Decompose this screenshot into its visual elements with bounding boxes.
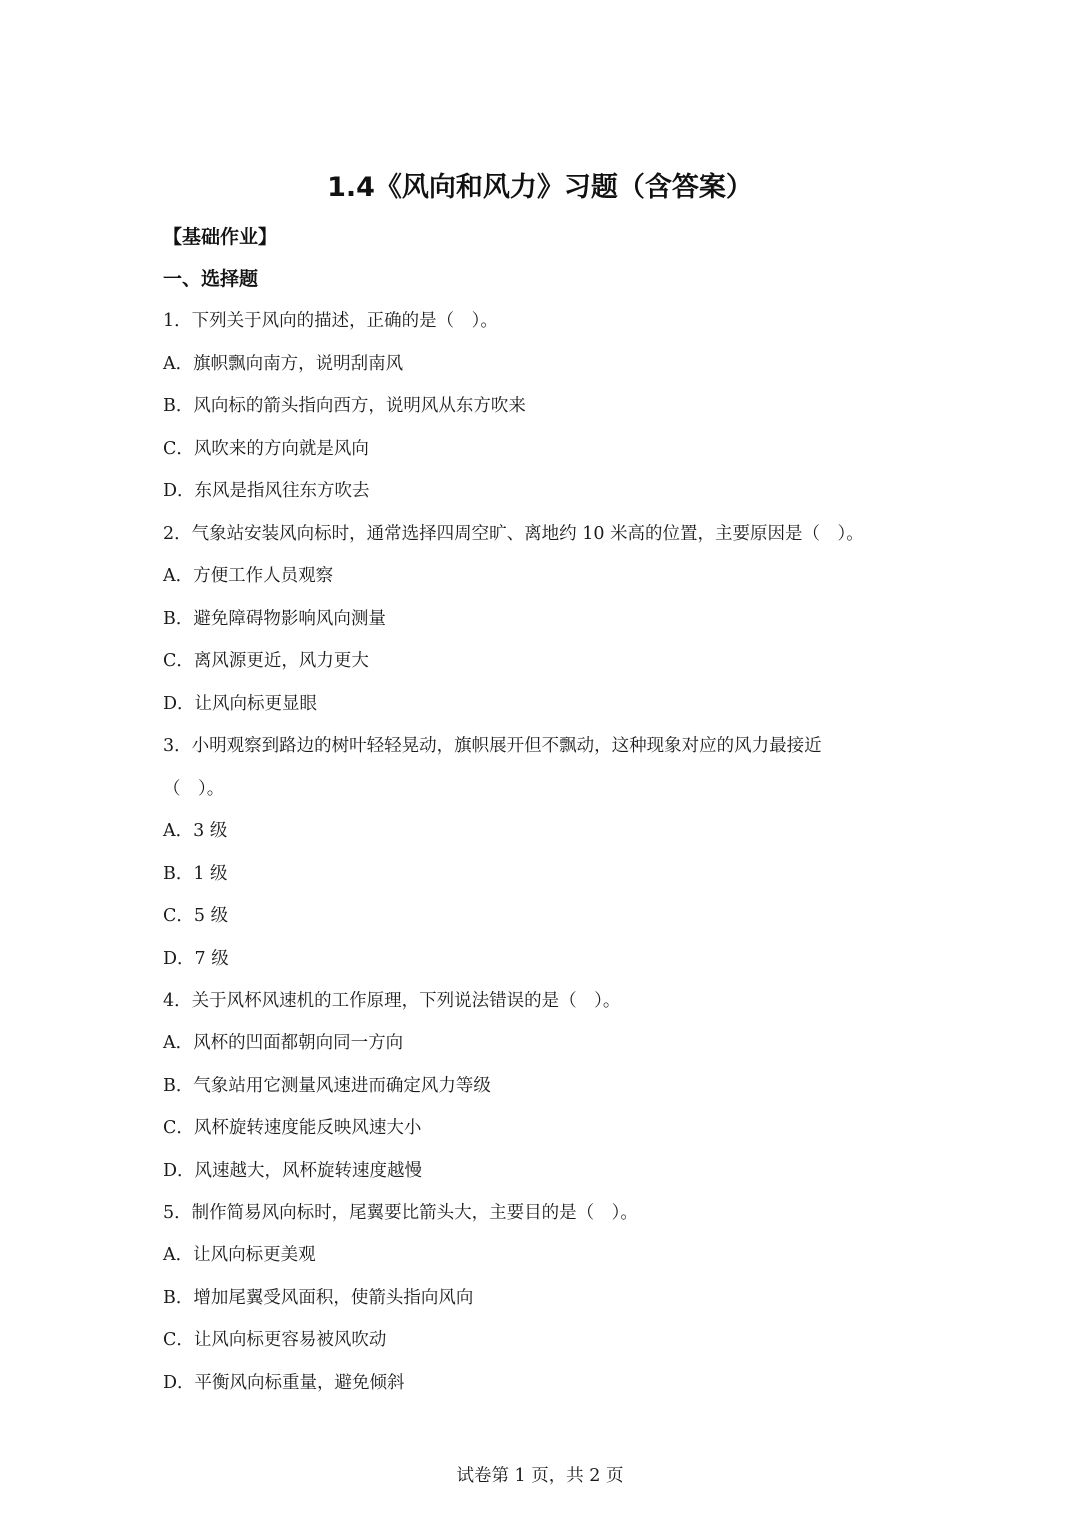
question-3-option-b: B．1 级 (163, 864, 228, 884)
question-5-stem: 5．制作简易风向标时，尾翼要比箭头大，主要目的是（ ）。 (163, 1203, 638, 1223)
question-4-option-a: A．风杯的凹面都朝向同一方向 (163, 1033, 404, 1053)
question-2-option-d: D．让风向标更显眼 (163, 694, 318, 714)
question-5-option-d: D．平衡风向标重量，避免倾斜 (163, 1373, 405, 1393)
document-title: 1.4《风向和风力》习题（含答案） (327, 172, 753, 203)
question-3-stem: 3．小明观察到路边的树叶轻轻晃动，旗帜展开但不飘动，这种现象对应的风力最接近 (163, 736, 822, 756)
question-2-option-a: A．方便工作人员观察 (163, 566, 334, 586)
question-2-option-b: B．避免障碍物影响风向测量 (163, 609, 386, 629)
question-3-option-d: D．7 级 (163, 949, 229, 969)
question-1-option-b: B．风向标的箭头指向西方，说明风从东方吹来 (163, 396, 526, 416)
question-5-option-a: A．让风向标更美观 (163, 1245, 316, 1265)
question-2-stem: 2．气象站安装风向标时，通常选择四周空旷、离地约 10 米高的位置，主要原因是（ ）。 (163, 524, 864, 544)
page-footer: 试卷第 1 页，共 2 页 (456, 1466, 624, 1486)
question-1-option-c: C．风吹来的方向就是风向 (163, 439, 369, 459)
question-5-option-b: B．增加尾翼受风面积，使箭头指向风向 (163, 1288, 474, 1308)
question-3-stem-continued: （ ）。 (163, 779, 225, 799)
question-1-stem: 1．下列关于风向的描述，正确的是（ ）。 (163, 311, 498, 331)
question-4-option-b: B．气象站用它测量风速进而确定风力等级 (163, 1076, 491, 1096)
subsection-label: 一、选择题 (163, 268, 259, 290)
question-5-option-c: C．让风向标更容易被风吹动 (163, 1330, 387, 1350)
section-label: 【基础作业】 (163, 226, 278, 248)
question-2-option-c: C．离风源更近，风力更大 (163, 651, 369, 671)
question-3-option-c: C．5 级 (163, 906, 229, 926)
question-4-option-d: D．风速越大，风杯旋转速度越慢 (163, 1161, 423, 1181)
question-4-option-c: C．风杯旋转速度能反映风速大小 (163, 1118, 422, 1138)
question-3-option-a: A．3 级 (163, 821, 228, 841)
question-1-option-d: D．东风是指风往东方吹去 (163, 481, 370, 501)
question-4-stem: 4．关于风杯风速机的工作原理，下列说法错误的是（ ）。 (163, 991, 621, 1011)
question-1-option-a: A．旗帜飘向南方，说明刮南风 (163, 354, 404, 374)
